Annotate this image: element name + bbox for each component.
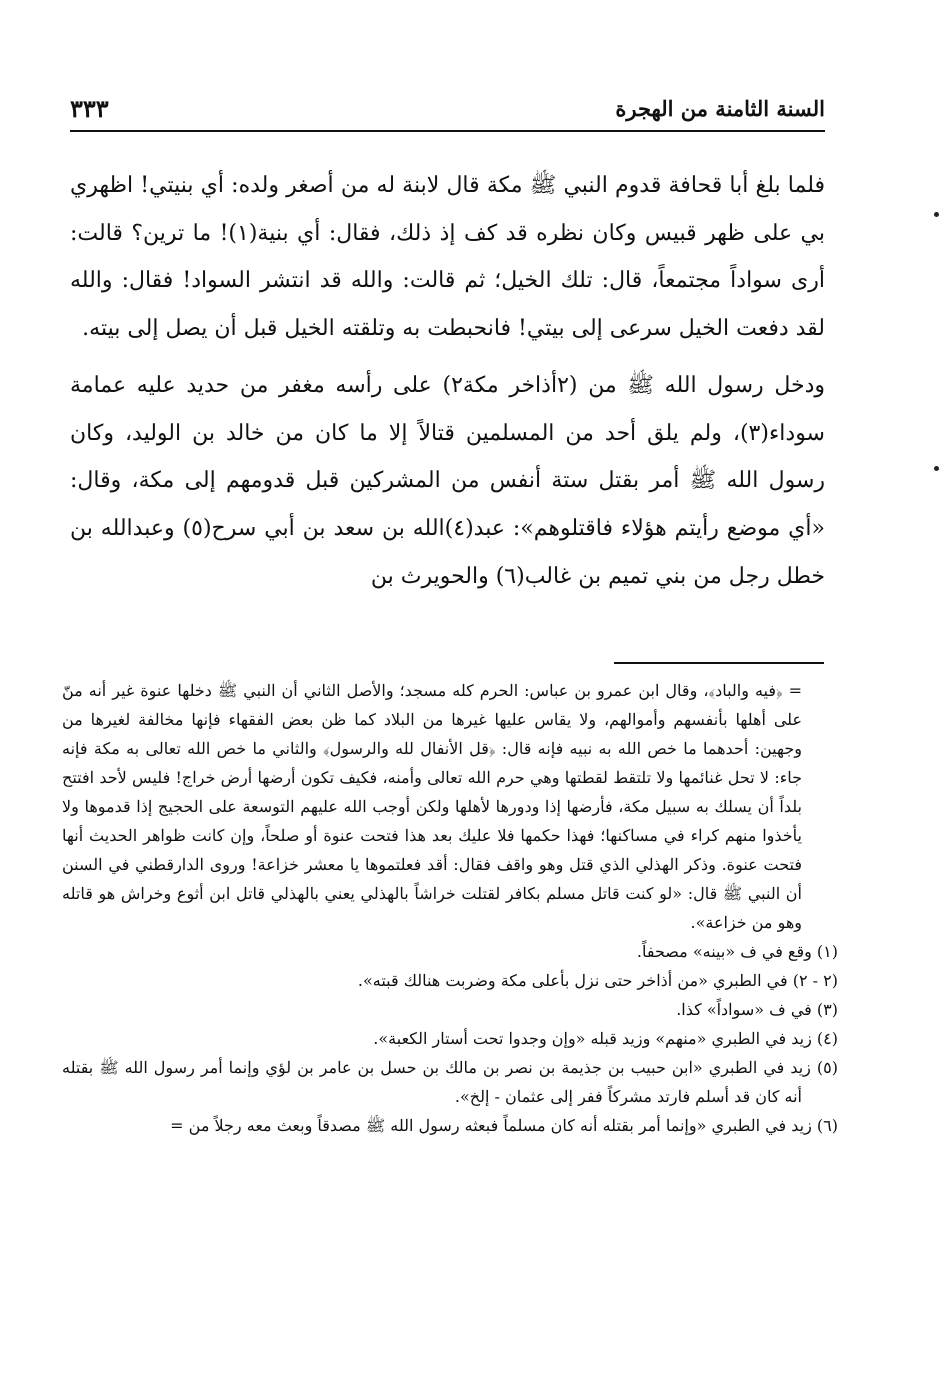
footnote: (٥) زيد في الطبري «ابن حبيب بن جذيمة بن نصر بن مالك بن حسل بن عامر بن لؤي وإنما أمر رسول الله ﷺ بقتله أنه كان قد أسلم فارتد مشركاً ففر إلى عثمان - إلخ». (62, 1058, 838, 1106)
footnote: (١) وقع في ف «بينه» مصحفاً. (636, 942, 838, 961)
footnote-separator (614, 662, 824, 664)
footnote: (٤) زيد في الطبري «منهم» وزيد قبله «وإن وجدوا تحت أستار الكعبة». (373, 1029, 838, 1048)
header-rule (70, 130, 825, 132)
page-number: ٣٣٣ (70, 94, 109, 123)
footnote: (٦) زيد في الطبري «وإنما أمر بقتله أنه كان مسلماً فبعثه رسول الله ﷺ مصدقاً وبعث معه رجلاً من = (170, 1116, 838, 1135)
footnote-continuation: = ﴿فيه والباد﴾، وقال ابن عمرو بن عباس: الحرم كله مسجد؛ والأصل الثاني أن النبي ﷺ دخلها عنوة غير أنه منّ على أهلها بأنفسهم وأموالهم، ولا يقاس عليها غيرها من البلاد كما ظن بعض الفقهاء فإنها مخالفة لغيرها من وجهين: أحدهما ما خص الله به نبيه فإنه قال: ﴿قل الأنفال لله والرسول﴾ والثاني ما خص الله تعالى به مكة فإنه جاء: لا تحل غنائمها ولا تلتقط لقطتها وهي حرم الله تعالى وأمنه، فكيف تكون أرضها أرض خراج! فليس لأحد افتتح بلداً أن يسلك به سبيل مكة، فأرضها إذا ودورها لأهلها ولكن أوجب الله عليهم التوسعة على الحجيج إذا قدموها ولا يأخذوا منهم كراء في مساكنها؛ فهذا حكمها فلا عليك بعد هذا فتحت عنوة أو صلحاً، وإن كانت ظواهر الحديث أنها فتحت عنوة. وذكر الهذلي الذي قتل وهو واقف فقال: أقد فعلتموها يا معشر خزاعة! وروى الدارقطني في السنن أن النبي ﷺ قال: «لو كنت قاتل مسلم بكافر لقتلت خراشاً بالهذلي يعني بالهذلي قاتل ابن أثوع وخراش هو قاتله وهو من خزاعة». (62, 681, 802, 932)
footnote: (٣) في ف «سواداً» كذا. (676, 1000, 838, 1019)
chapter-title: السنة الثامنة من الهجرة (615, 96, 825, 121)
scan-dot (934, 212, 939, 217)
paragraph: ودخل رسول الله ﷺ من (٢أذاخر مكة٢) على رأسه مغفر من حديد عليه عمامة سوداء(٣)، ولم يلق أحد من المسلمين قتالاً إلا ما كان من خالد بن الوليد، وكان رسول الله ﷺ أمر بقتل ستة أنفس من المشركين قبل قدومهم إلى مكة، وقال: «أي موضع رأيتم هؤلاء فاقتلوهم»: عبد(٤)الله بن سعد بن أبي سرح(٥) وعبدالله بن خطل رجل من بني تميم بن غالب(٦) والحويرث بن (70, 372, 826, 589)
main-text (70, 162, 825, 600)
scan-dot (934, 466, 939, 471)
paragraph: فلما بلغ أبا قحافة قدوم النبي ﷺ مكة قال لابنة له من أصغر ولده: أي بنيتي! اظهري بي على ظهر قبيس وكان نظره قد كف إذ ذلك، فقال: أي بنية(١)! ما ترين؟ قالت: أرى سواداً مجتمعاً، قال: تلك الخيل؛ ثم قالت: والله قد انتشر السواد! فقال: والله لقد دفعت الخيل سرعى إلى بيتي! فانحبطت به وتلقته الخيل قبل أن يصل إلى بيته. (70, 173, 826, 342)
footnotes (62, 676, 838, 1140)
running-header (70, 92, 825, 132)
footnote: (٢ - ٢) في الطبري «من أذاخر حتى نزل بأعلى مكة وضربت هنالك قبته». (357, 971, 838, 990)
